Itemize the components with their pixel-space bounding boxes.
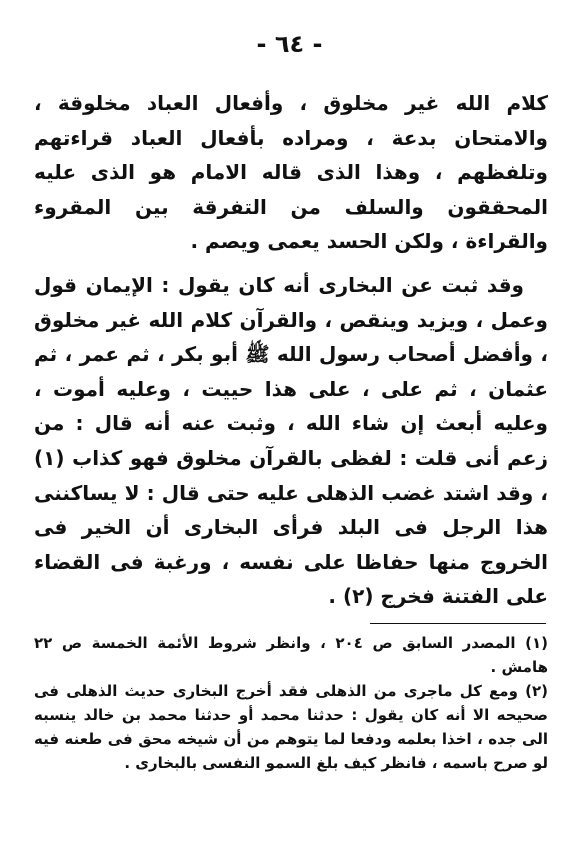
paragraph-1: كلام الله غير مخلوق ، وأفعال العباد مخلوقة ، والامتحان بدعة ، ومراده بأفعال العباد قراءتهم وتلفظهم ، وهذا الذى قاله الامام هو الذى عليه المحققون والسلف من التفرقة بين المقروء والقراءة ، ولكن الحسد يعمى ويصم .	[34, 91, 548, 254]
main-text	[34, 86, 548, 614]
footnote-2: (٢) ومع كل ماجرى من الذهلى فقد أخرج البخارى حديث الذهلى فى صحيحه الا أنه كان يقول : حدثنا محمد أو حدثنا محمد بن خالد ينسبه الى جده ، اخذا بعلمه ودفعا لما يتوهم من أن شيخه محق فى طعنه فيه لو صرح باسمه ، فانظر كيف بلغ السمو النفسى بالبخارى .	[34, 682, 548, 772]
page-number: - ٦٤ -	[256, 30, 323, 58]
footnote-1: (١) المصدر السابق ص ٢٠٤ ، وانظر شروط الأئمة الخمسة ص ٢٢ هامش .	[34, 634, 548, 676]
paragraph-2: وقد ثبت عن البخارى أنه كان يقول : الإيمان قول وعمل ، ويزيد وينقص ، والقرآن كلام الله غير مخلوق ، وأفضل أصحاب رسول الله ﷺ أبو بكر ، ثم عمر ، ثم عثمان ، ثم على ، على هذا حييت ، وعليه أموت ، وعليه أبعث إن شاء الله ، وثبت عنه أنه قال : من زعم أنى قلت : لفظى بالقرآن مخلوق فهو كذاب (١) ، وقد اشتد غضب الذهلى عليه حتى قال : لا يساكننى هذا الرجل فى البلد فرأى البخارى أن الخير فى الخروج منها حفاظا على نفسه ، ورغبة فى القضاء على الفتنة فخرج (٢) .	[34, 272, 548, 609]
footnote-divider	[370, 623, 546, 624]
footnotes	[34, 631, 548, 775]
